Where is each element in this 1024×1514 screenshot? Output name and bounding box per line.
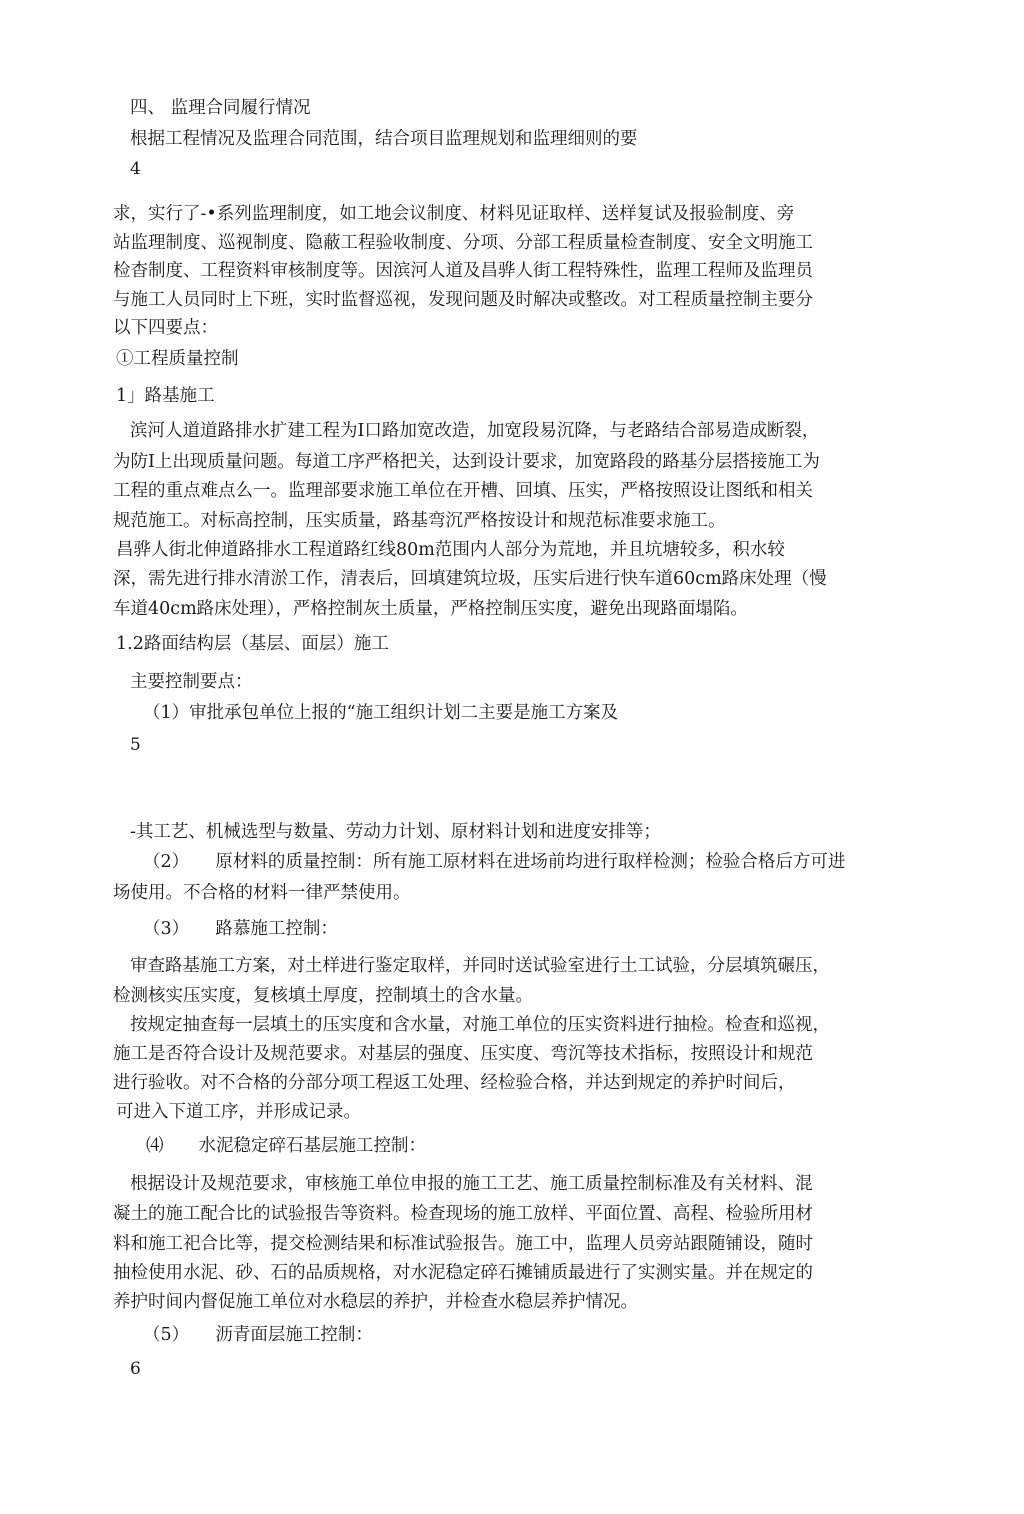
paragraph-line: 料和施工祀合比等，提交检测结果和标准试验报告。施工中，监理人员旁站跟随铺设，随时 (113, 1234, 813, 1254)
list-item: （2） 原材料的质量控制：所有施工原材料在进场前均进行取样检测；检验合格后方可进 (143, 852, 846, 872)
list-item: （3） 路慕施工控制： (143, 919, 338, 939)
paragraph-line: 求，实行了-•系列监理制度，如工地会议制度、材料见证取样、送样复试及报验制度、旁 (113, 204, 795, 224)
list-item: （5） 沥青面层施工控制： (143, 1325, 373, 1345)
page-number: 6 (130, 1359, 141, 1379)
list-item: ⑷ 水泥稳定碎石基层施工控制： (146, 1136, 426, 1156)
paragraph-line: 规范施工。对标高控制，压实质量，路基弯沉严格按设计和规范标准要求施工。 (113, 511, 726, 531)
subheading: 1.2路面结构层（基层、面层）施工 (116, 634, 389, 654)
list-item: （1）审批承包单位上报的“施工组织计划二主要是施工方案及 (143, 703, 619, 723)
paragraph-line: 抽检使用水泥、砂、石的品质规格，对水泥稳定碎石摊铺质最进行了实测实量。并在规定的 (113, 1263, 813, 1283)
paragraph-line: 可进入下道工序，并形成记录。 (116, 1102, 361, 1122)
paragraph-line: 主要控制要点： (130, 672, 253, 692)
paragraph-line: 根据设计及规范要求，审核施工单位申报的施工工艺、施工质量控制标准及有关材料、混 (130, 1174, 813, 1194)
paragraph-line: 检测核实压实度，复核填土厚度，控制填土的含水量。 (113, 986, 533, 1006)
paragraph-line: 养护时间内督促施工单位对水稳层的养护，并检查水稳层养护情况。 (113, 1292, 638, 1312)
paragraph-line: 以下四要点： (113, 318, 218, 338)
paragraph-line: 工程的重点难点么一。监理部要求施工单位在开槽、回填、压实，严格按照设让图纸和相关 (113, 481, 813, 501)
paragraph-line: 进行验收。对不合格的分部分项工程返工处理、经检验合格，并达到规定的养护时间后， (113, 1073, 796, 1093)
page-number: 4 (130, 159, 141, 179)
subheading: 1」路基施工 (116, 386, 215, 406)
section-heading: 四、 监理合同履行情况 (130, 98, 311, 118)
page-number: 5 (130, 735, 141, 755)
paragraph-line: 滨河人道道路排水扩建工程为I口路加宽改造，加宽段易沉降，与老路结合部易造成断裂， (130, 421, 820, 441)
paragraph-line: 按规定抽查每一层填土的压实度和含水量，对施工单位的压实资料进行抽检。检查和巡视， (130, 1015, 830, 1035)
paragraph-line: 检杳制度、工程资料审核制度等。因滨河人道及昌骅人街工程特殊性，监理工程师及监理员 (113, 261, 813, 281)
paragraph-line: 场使用。不合格的材料一律严禁使用。 (113, 883, 411, 903)
paragraph-line: 昌骅人街北伸道路排水工程道路红线80m范围内人部分为荒地，并且坑塘较多，积水较 (116, 540, 785, 560)
paragraph-line: 站监理制度、巡视制度、隐蔽工程验收制度、分项、分部工程质量检查制度、安全文明施工 (113, 233, 813, 253)
paragraph-line: 凝土的施工配合比的试验报告等资料。检查现场的施工放样、平面位置、高程、检验所用材 (113, 1204, 813, 1224)
paragraph-line: 施工是否符合设计及规范要求。对基层的强度、压实度、弯沉等技术指标，按照设计和规范 (113, 1044, 813, 1064)
paragraph-line: 审查路基施工方案，对土样进行鉴定取样，并同时送试验室进行土工试验，分层填筑碾压， (130, 956, 830, 976)
paragraph-line: 车道40cm路床处理），严格控制灰土质量，严格控制压实度，避免出现路面塌陷。 (113, 599, 748, 619)
paragraph-line: 深，需先进行排水清淤工作，清表后，回填建筑垃圾，压实后进行快车道60cm路床处理（慢 (113, 569, 827, 589)
paragraph-line: -其工艺、机械选型与数量、劳动力计划、原材料计划和进度安排等； (130, 822, 661, 842)
paragraph-line: 与施工人员同时上下班，实时监督巡视，发现问题及时解决或整改。对工程质量控制主要分 (113, 290, 813, 310)
subheading: ①工程质量控制 (116, 349, 239, 369)
paragraph-line: 根据工程情况及监理合同范围，结合项目监理规划和监理细则的要 (130, 129, 638, 149)
paragraph-line: 为防I上出现质量问题。每道工序严格把关，达到设计要求，加宽路段的路基分层搭接施工为 (113, 452, 820, 472)
